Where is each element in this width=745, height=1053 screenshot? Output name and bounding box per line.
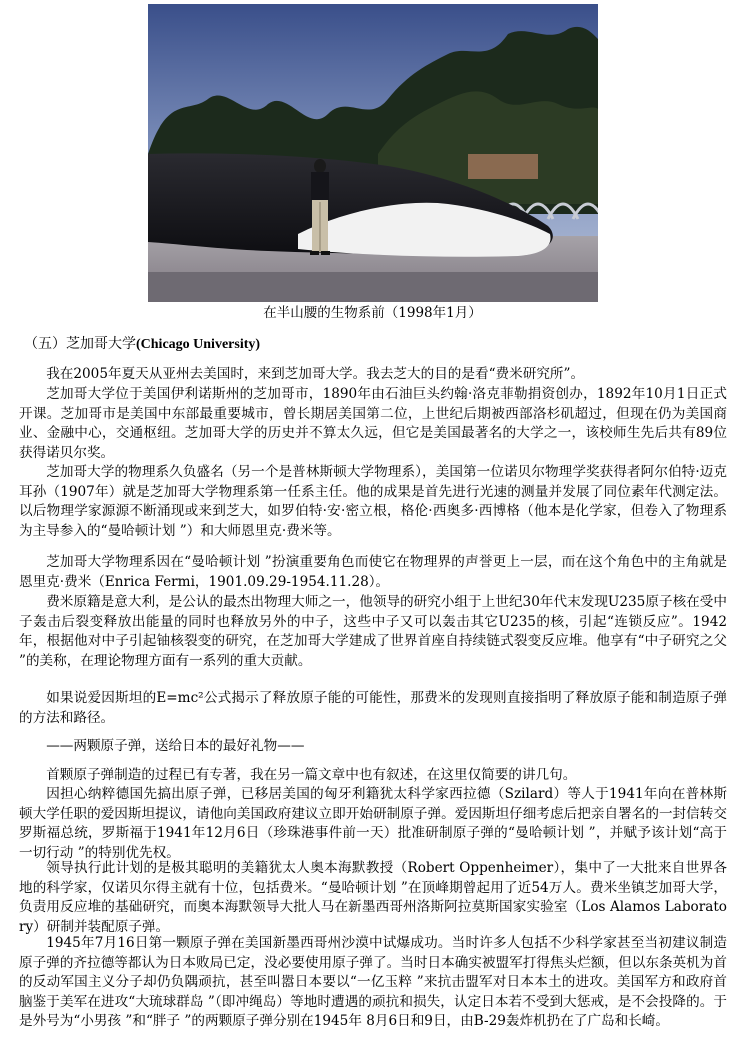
paragraph-8: 因担心纳粹德国先搞出原子弹，已移居美国的匈牙利籍犹太科学家西拉德（Szilard）等人于1941年向在普林斯顿大学任职的爱因斯坦提议，请他向美国政府建议立即开始研制原子弹。爱因斯坦仔细考虑后把亲自署名的一封信转交罗斯福总统，罗斯福于1941年12月6日（珍珠港事件前一天）批准研制原子弹的“曼哈顿计划 ”，并赋予该计划“高于一切行动 ”的特别优先权。 bbox=[19, 786, 727, 861]
paragraph-9: 领导执行此计划的是极其聪明的美籍犹太人奥本海默教授（Robert Oppenheimer），集中了一大批来自世界各地的科学家，仅诺贝尔得主就有十位，包括费米。“曼哈顿计划 ”在顶峰期曾起用了近54万人。费米坐镇芝加哥大学，负责用反应堆的基础研究，而奥本海默领导大批人马在新墨西哥州洛斯阿拉莫斯国家实验室（Los Alamos Laboratory）研制并装配原子弹。 bbox=[19, 860, 727, 935]
section-title-english: (Chicago University) bbox=[136, 337, 261, 352]
section-title bbox=[24, 334, 260, 355]
paragraph-6: 如果说爱因斯坦的E=mc²公式揭示了释放原子能的可能性，那费米的发现则直接指明了释放原子能和制造原子弹的方法和路径。 bbox=[19, 690, 727, 726]
photo-caption: 在半山腰的生物系前（1998年1月） bbox=[263, 305, 482, 321]
whale-sculpture-photo bbox=[148, 4, 598, 302]
paragraph-5: 费米原籍是意大利，是公认的最杰出物理大师之一，他领导的研究小组于上世纪30年代末发现U235原子核在受中子轰击后裂变释放出能量的同时也释放另外的中子，这些中子又可以轰击其它U235的核，引起“连锁反应”。1942年，根据他对中子引起铀核裂变的研究，在芝加哥大学建成了世界首座自持续链式裂变反应堆。他享有“中子研究之父 ”的美称，在理论物理方面有一系列的重大贡献。 bbox=[19, 594, 727, 669]
paragraph-4: 芝加哥大学物理系因在“曼哈顿计划 ”扮演重要角色而使它在物理界的声誉更上一层，而在这个角色中的主角就是恩里克·费米（Enrica Fermi，1901.09.29-1954.11.28）。 bbox=[19, 554, 727, 590]
whale-sculpture-photo-icon bbox=[148, 4, 598, 302]
paragraph-1: 我在2005年夏天从亚州去美国时，来到芝加哥大学。我去芝大的目的是看“费米研究所”。 bbox=[46, 366, 585, 382]
paragraph-7: 首颗原子弹制造的过程已有专著，我在另一篇文章中也有叙述，在这里仅简要的讲几句。 bbox=[46, 767, 577, 783]
section-title-prefix: （五）芝加哥大学 bbox=[24, 336, 136, 352]
paragraph-3: 芝加哥大学的物理系久负盛名（另一个是普林斯顿大学物理系），美国第一位诺贝尔物理学奖获得者阿尔伯特·迈克耳孙（1907年）就是芝加哥大学物理系第一任系主任。他的成果是首先进行光速的测量并发展了同位素年代测定法。以后物理学家源源不断涌现或来到芝大，如罗伯特·安·密立根，格伦·西奥多·西博格（他本是化学家，但卷入了物理系为主导参入的“曼哈顿计划 ”）和大师恩里克·费米等。 bbox=[19, 464, 727, 539]
paragraph-2: 芝加哥大学位于美国伊利诺斯州的芝加哥市，1890年由石油巨头约翰·洛克菲勒捐资创办，1892年10月1日正式开课。芝加哥市是美国中东部最重要城市，曾长期居美国第二位，上世纪后期被西部洛杉矶超过，但现在仍为美国商业、金融中心，交通枢纽。芝加哥大学的历史并不算太久远，但它是美国最著名的大学之一，该校师生先后共有89位获得诺贝尔奖。 bbox=[19, 386, 727, 461]
paragraph-10: 1945年7月16日第一颗原子弹在美国新墨西哥州沙漠中试爆成功。当时许多人包括不少科学家甚至当初建议制造原子弹的齐拉德等都认为日本败局已定，没必要使用原子弹了。当时日本确实被盟军打得焦头烂额，但以东条英机为首的反动军国主义分子却仍负隅顽抗，甚至叫嚣日本要以“一亿玉粹 ”来抗击盟军对日本本土的进攻。美国军方和政府首脑鉴于美军在进攻“大琉球群岛 ”（即冲绳岛）等地时遭遇的顽抗和损失，认定日本若不受到大惩戒，是不会投降的。于是外号为“小男孩 ”和“胖子 ”的两颗原子弹分别在1945年 8月6日和9日，由B-29轰炸机扔在了广岛和长崎。 bbox=[19, 935, 727, 1030]
subheading: ——两颗原子弹，送给日本的最好礼物—— bbox=[46, 738, 305, 754]
